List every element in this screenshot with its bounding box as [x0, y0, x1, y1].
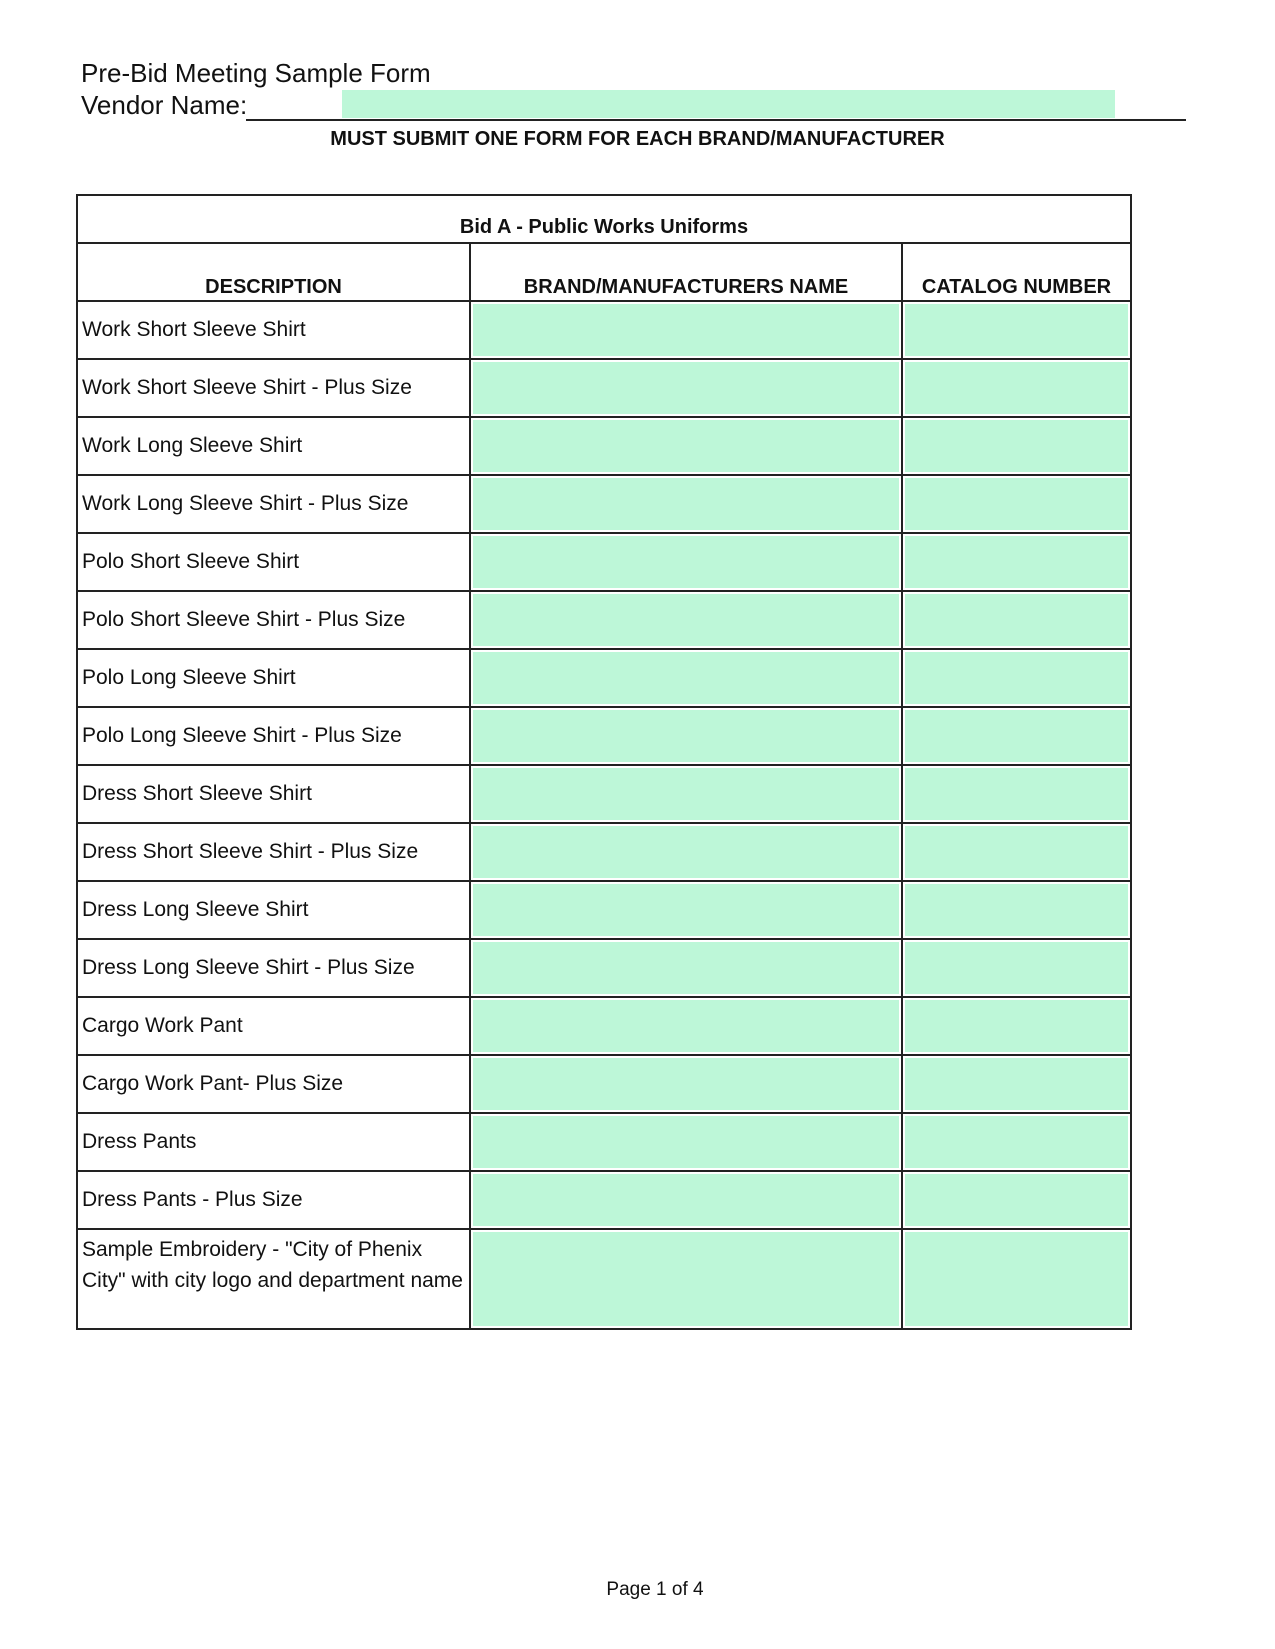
brand-cell	[471, 766, 903, 822]
brand-cell	[471, 360, 903, 416]
brand-name-field[interactable]	[473, 1058, 899, 1110]
brand-cell	[471, 534, 903, 590]
row-description: Work Long Sleeve Shirt - Plus Size	[78, 476, 471, 532]
brand-cell	[471, 1230, 903, 1328]
catalog-number-field[interactable]	[905, 826, 1128, 878]
catalog-number-field[interactable]	[905, 1058, 1128, 1110]
brand-cell	[471, 1114, 903, 1170]
brand-cell	[471, 1056, 903, 1112]
catalog-cell	[903, 766, 1130, 822]
catalog-cell	[903, 1230, 1130, 1328]
catalog-cell	[903, 476, 1130, 532]
brand-name-field[interactable]	[473, 1116, 899, 1168]
catalog-number-field[interactable]	[905, 420, 1128, 472]
vendor-name-row	[81, 90, 1186, 122]
row-description: Dress Pants	[78, 1114, 471, 1170]
bid-title: Bid A - Public Works Uniforms	[78, 196, 1130, 244]
brand-cell	[471, 940, 903, 996]
brand-name-field[interactable]	[473, 1000, 899, 1052]
vendor-name-label: Vendor Name:	[81, 90, 248, 120]
description-header: DESCRIPTION	[78, 244, 471, 300]
brand-name-field[interactable]	[473, 478, 899, 530]
row-description: Work Short Sleeve Shirt - Plus Size	[78, 360, 471, 416]
table-row	[78, 766, 1130, 824]
catalog-number-field[interactable]	[905, 1000, 1128, 1052]
row-description: Polo Short Sleeve Shirt	[78, 534, 471, 590]
row-description: Dress Short Sleeve Shirt	[78, 766, 471, 822]
catalog-number-field[interactable]	[905, 594, 1128, 646]
brand-name-field[interactable]	[473, 652, 899, 704]
table-row	[78, 708, 1130, 766]
brand-name-field[interactable]	[473, 304, 899, 356]
brand-cell	[471, 592, 903, 648]
catalog-cell	[903, 360, 1130, 416]
row-description: Cargo Work Pant	[78, 998, 471, 1054]
table-row	[78, 998, 1130, 1056]
brand-cell	[471, 824, 903, 880]
page-number: Page 1 of 4	[606, 1579, 704, 1600]
brand-name-field[interactable]	[473, 710, 899, 762]
brand-name-field[interactable]	[473, 594, 899, 646]
table-header-row	[78, 244, 1130, 302]
catalog-number-field[interactable]	[905, 304, 1128, 356]
catalog-number-field[interactable]	[905, 710, 1128, 762]
catalog-cell	[903, 824, 1130, 880]
vendor-name-underline	[246, 119, 1186, 121]
table-row	[78, 592, 1130, 650]
catalog-header: CATALOG NUMBER	[921, 276, 1112, 298]
catalog-cell	[903, 302, 1130, 358]
row-description: Polo Long Sleeve Shirt	[78, 650, 471, 706]
brand-name-field[interactable]	[473, 420, 899, 472]
table-row	[78, 1056, 1130, 1114]
table-row	[78, 476, 1130, 534]
catalog-cell	[903, 882, 1130, 938]
submission-notice: MUST SUBMIT ONE FORM FOR EACH BRAND/MANUFACTURER	[330, 128, 945, 150]
table-row	[78, 1114, 1130, 1172]
bid-table	[76, 194, 1132, 1330]
catalog-number-field[interactable]	[905, 942, 1128, 994]
brand-cell	[471, 476, 903, 532]
catalog-number-field[interactable]	[905, 1174, 1128, 1226]
table-body	[78, 302, 1130, 1328]
row-description: Dress Long Sleeve Shirt - Plus Size	[78, 940, 471, 996]
brand-cell	[471, 708, 903, 764]
brand-name-field[interactable]	[473, 884, 899, 936]
catalog-cell	[903, 940, 1130, 996]
catalog-number-field[interactable]	[905, 478, 1128, 530]
catalog-cell	[903, 534, 1130, 590]
brand-name-field[interactable]	[473, 1232, 899, 1326]
row-description: Cargo Work Pant- Plus Size	[78, 1056, 471, 1112]
catalog-number-field[interactable]	[905, 652, 1128, 704]
table-row	[78, 650, 1130, 708]
brand-name-field[interactable]	[473, 1174, 899, 1226]
table-row	[78, 302, 1130, 360]
brand-name-field[interactable]	[473, 768, 899, 820]
brand-cell	[471, 302, 903, 358]
catalog-cell	[903, 592, 1130, 648]
catalog-cell	[903, 650, 1130, 706]
brand-cell	[471, 418, 903, 474]
brand-cell	[471, 650, 903, 706]
catalog-number-field[interactable]	[905, 1232, 1128, 1326]
table-row	[78, 1172, 1130, 1230]
row-description: Work Long Sleeve Shirt	[78, 418, 471, 474]
catalog-cell	[903, 998, 1130, 1054]
table-row	[78, 418, 1130, 476]
catalog-number-field[interactable]	[905, 768, 1128, 820]
row-description: Sample Embroidery - "City of Phenix City" with city logo and department name	[78, 1230, 471, 1328]
catalog-cell	[903, 418, 1130, 474]
row-description: Polo Long Sleeve Shirt - Plus Size	[78, 708, 471, 764]
brand-header: BRAND/MANUFACTURERS NAME	[471, 244, 903, 300]
catalog-cell	[903, 1114, 1130, 1170]
catalog-number-field[interactable]	[905, 884, 1128, 936]
brand-name-field[interactable]	[473, 536, 899, 588]
brand-name-field[interactable]	[473, 826, 899, 878]
row-description: Dress Pants - Plus Size	[78, 1172, 471, 1228]
catalog-number-field[interactable]	[905, 1116, 1128, 1168]
table-row	[78, 1230, 1130, 1328]
brand-name-field[interactable]	[473, 942, 899, 994]
form-title: Pre-Bid Meeting Sample Form	[81, 58, 431, 88]
catalog-number-field[interactable]	[905, 362, 1128, 414]
vendor-name-field[interactable]	[342, 90, 1115, 118]
brand-cell	[471, 1172, 903, 1228]
brand-name-field[interactable]	[473, 362, 899, 414]
table-row	[78, 882, 1130, 940]
row-description: Polo Short Sleeve Shirt - Plus Size	[78, 592, 471, 648]
table-row	[78, 360, 1130, 418]
catalog-cell	[903, 708, 1130, 764]
brand-cell	[471, 882, 903, 938]
row-description: Dress Long Sleeve Shirt	[78, 882, 471, 938]
table-row	[78, 940, 1130, 998]
catalog-cell	[903, 1056, 1130, 1112]
table-row	[78, 534, 1130, 592]
brand-cell	[471, 998, 903, 1054]
row-description: Dress Short Sleeve Shirt - Plus Size	[78, 824, 471, 880]
row-description: Work Short Sleeve Shirt	[78, 302, 471, 358]
catalog-cell	[903, 1172, 1130, 1228]
table-row	[78, 824, 1130, 882]
catalog-number-field[interactable]	[905, 536, 1128, 588]
